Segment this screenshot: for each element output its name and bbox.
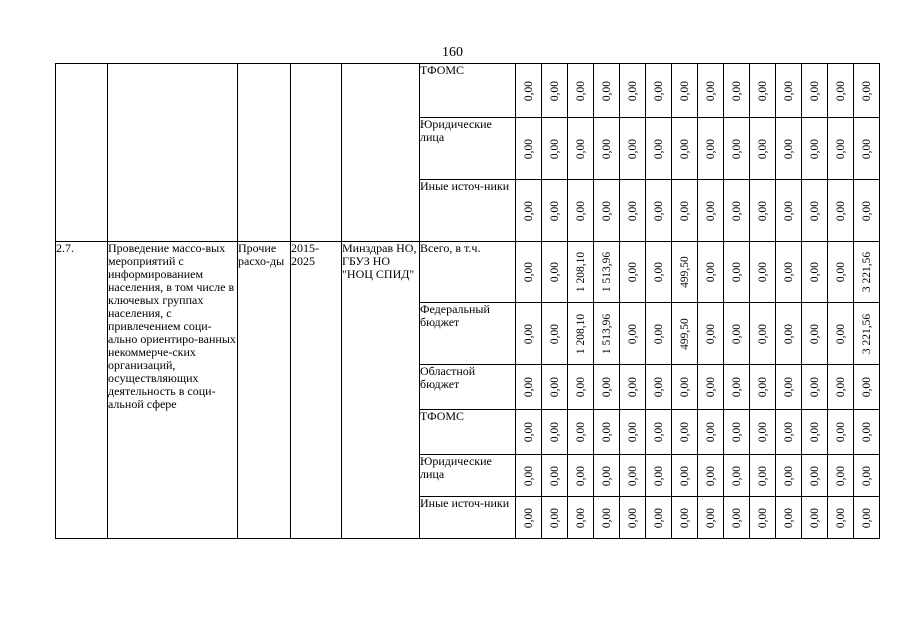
value-cell: [594, 455, 620, 497]
value-text: 0,00: [808, 507, 821, 528]
value-text: 0,00: [548, 261, 561, 283]
value-cell: [698, 118, 724, 180]
value-cell: [620, 365, 646, 410]
description-cell: Проведение массо-вых мероприятий с информированием населения, в том числе в ключевых группах населения, с привлечением соци-ально ориентиро-ванных некоммерче-ских организаций, осуществляющих деятельность в соци-альной сфере: [108, 242, 238, 539]
value-text: 0,00: [678, 421, 691, 443]
value-text: 0,00: [600, 465, 613, 486]
value-cell: [594, 365, 620, 410]
value-text: 1 208,10: [574, 313, 587, 354]
value-cell: [698, 180, 724, 242]
value-text: 0,00: [522, 261, 535, 283]
value-cell: [776, 180, 802, 242]
value-text: 0,00: [548, 80, 561, 101]
value-text: 499,50: [678, 256, 691, 288]
value-cell: [750, 455, 776, 497]
value-cell: [698, 497, 724, 539]
value-cell: [568, 118, 594, 180]
value-cell: [568, 410, 594, 455]
value-text: 0,00: [626, 421, 639, 443]
value-text: 0,00: [522, 376, 535, 398]
value-cell: [646, 242, 672, 303]
value-text: 0,00: [522, 138, 535, 159]
value-text: 0,00: [652, 80, 665, 101]
value-cell: [698, 410, 724, 455]
value-text: 0,00: [730, 421, 743, 443]
value-cell: [776, 303, 802, 365]
value-cell: [516, 455, 542, 497]
value-cell: [620, 455, 646, 497]
description-cell: [108, 64, 238, 242]
value-text: 0,00: [860, 465, 873, 486]
value-cell: [594, 180, 620, 242]
value-text: 0,00: [652, 200, 665, 221]
value-text: 0,00: [522, 465, 535, 486]
value-cell: [646, 64, 672, 118]
value-text: 0,00: [652, 507, 665, 528]
value-cell: [698, 303, 724, 365]
value-cell: [542, 410, 568, 455]
value-text: 0,00: [652, 376, 665, 398]
value-text: 0,00: [860, 138, 873, 159]
value-text: 0,00: [782, 465, 795, 486]
value-cell: [776, 455, 802, 497]
value-text: 0,00: [834, 200, 847, 221]
value-text: 0,00: [756, 421, 769, 443]
value-text: 0,00: [704, 261, 717, 283]
value-cell: [620, 64, 646, 118]
value-cell: [516, 242, 542, 303]
value-text: 0,00: [860, 200, 873, 221]
table-row: [56, 242, 880, 303]
budget-table: [55, 63, 880, 539]
value-cell: [854, 365, 880, 410]
item-number-cell: [56, 64, 108, 242]
value-cell: [802, 455, 828, 497]
value-text: 0,00: [600, 421, 613, 443]
value-text: 0,00: [834, 421, 847, 443]
value-cell: [854, 180, 880, 242]
value-text: 0,00: [704, 200, 717, 221]
value-text: 0,00: [600, 80, 613, 101]
value-cell: [776, 242, 802, 303]
value-text: 0,00: [678, 200, 691, 221]
value-cell: [542, 455, 568, 497]
value-cell: [724, 497, 750, 539]
value-text: 0,00: [782, 421, 795, 443]
value-cell: [620, 497, 646, 539]
funding-source-cell: Федеральный бюджет: [420, 303, 516, 365]
value-text: 0,00: [678, 376, 691, 398]
value-cell: [802, 180, 828, 242]
value-cell: [672, 242, 698, 303]
value-cell: [828, 497, 854, 539]
value-text: 0,00: [756, 200, 769, 221]
value-text: 1 513,96: [600, 251, 613, 293]
value-text: 0,00: [834, 80, 847, 101]
value-cell: [750, 180, 776, 242]
value-cell: [620, 303, 646, 365]
value-text: 0,00: [678, 465, 691, 486]
value-cell: [802, 118, 828, 180]
value-cell: [750, 303, 776, 365]
value-cell: [542, 64, 568, 118]
value-text: 0,00: [652, 465, 665, 486]
value-text: 0,00: [860, 376, 873, 398]
value-text: 0,00: [704, 138, 717, 159]
value-text: 0,00: [730, 323, 743, 344]
value-text: 0,00: [548, 376, 561, 398]
value-cell: [620, 410, 646, 455]
value-text: 3 221,56: [860, 313, 873, 354]
funding-source-cell: Юридические лица: [420, 455, 516, 497]
value-text: 0,00: [574, 80, 587, 101]
funding-source-cell: Областной бюджет: [420, 365, 516, 410]
value-text: 0,00: [626, 507, 639, 528]
funding-source-cell: ТФОМС: [420, 64, 516, 118]
value-text: 0,00: [678, 138, 691, 159]
value-text: 0,00: [600, 138, 613, 159]
value-text: 0,00: [574, 421, 587, 443]
value-text: 0,00: [756, 138, 769, 159]
value-text: 0,00: [522, 421, 535, 443]
value-cell: [594, 303, 620, 365]
value-cell: [854, 455, 880, 497]
value-text: 0,00: [704, 507, 717, 528]
value-text: 0,00: [756, 323, 769, 344]
value-cell: [672, 64, 698, 118]
item-number-cell: 2.7.: [56, 242, 108, 539]
value-text: 0,00: [626, 80, 639, 101]
value-cell: [750, 497, 776, 539]
category-cell: Прочие расхо-ды: [238, 242, 291, 539]
value-text: 0,00: [548, 200, 561, 221]
value-text: 0,00: [860, 80, 873, 101]
value-text: 0,00: [600, 376, 613, 398]
value-text: 0,00: [574, 138, 587, 159]
value-cell: [828, 180, 854, 242]
value-cell: [672, 497, 698, 539]
funding-source-cell: ТФОМС: [420, 410, 516, 455]
value-text: 0,00: [626, 200, 639, 221]
value-cell: [516, 410, 542, 455]
executor-cell: [342, 64, 420, 242]
value-text: 0,00: [548, 421, 561, 443]
value-cell: [542, 497, 568, 539]
value-cell: [698, 455, 724, 497]
value-cell: [828, 242, 854, 303]
value-text: 0,00: [860, 421, 873, 443]
value-text: 0,00: [756, 80, 769, 101]
value-text: 0,00: [730, 376, 743, 398]
value-cell: [854, 497, 880, 539]
value-text: 0,00: [548, 323, 561, 344]
value-cell: [646, 497, 672, 539]
value-cell: [724, 303, 750, 365]
period-cell: 2015-2025: [291, 242, 342, 539]
value-cell: [594, 242, 620, 303]
value-cell: [568, 242, 594, 303]
value-cell: [542, 242, 568, 303]
value-cell: [568, 365, 594, 410]
value-cell: [646, 180, 672, 242]
value-text: 0,00: [782, 376, 795, 398]
value-text: 0,00: [834, 376, 847, 398]
value-text: 0,00: [600, 200, 613, 221]
value-cell: [750, 242, 776, 303]
value-text: 0,00: [574, 465, 587, 486]
value-cell: [828, 365, 854, 410]
value-cell: [854, 303, 880, 365]
value-text: 0,00: [522, 200, 535, 221]
value-text: 0,00: [600, 507, 613, 528]
value-text: 0,00: [652, 261, 665, 283]
value-cell: [698, 64, 724, 118]
value-text: 0,00: [730, 80, 743, 101]
value-text: 0,00: [522, 80, 535, 101]
value-text: 0,00: [808, 376, 821, 398]
value-cell: [828, 118, 854, 180]
value-cell: [568, 64, 594, 118]
value-text: 0,00: [834, 465, 847, 486]
value-text: 0,00: [782, 507, 795, 528]
value-text: 0,00: [574, 376, 587, 398]
value-cell: [594, 410, 620, 455]
value-cell: [568, 497, 594, 539]
funding-source-cell: Всего, в т.ч.: [420, 242, 516, 303]
value-cell: [672, 455, 698, 497]
value-cell: [516, 64, 542, 118]
value-cell: [750, 410, 776, 455]
value-cell: [542, 118, 568, 180]
value-text: 0,00: [808, 80, 821, 101]
value-text: 0,00: [574, 200, 587, 221]
value-text: 0,00: [782, 200, 795, 221]
value-cell: [802, 303, 828, 365]
category-cell: [238, 64, 291, 242]
value-cell: [698, 242, 724, 303]
value-text: 0,00: [730, 465, 743, 486]
value-text: 0,00: [626, 465, 639, 486]
value-text: 0,00: [834, 261, 847, 283]
value-cell: [802, 410, 828, 455]
value-cell: [776, 410, 802, 455]
value-text: 0,00: [860, 507, 873, 528]
value-text: 0,00: [522, 323, 535, 344]
value-text: 0,00: [782, 138, 795, 159]
value-text: 0,00: [834, 507, 847, 528]
value-cell: [828, 64, 854, 118]
value-text: 499,50: [678, 317, 691, 350]
period-cell: [291, 64, 342, 242]
value-cell: [594, 118, 620, 180]
value-cell: [750, 365, 776, 410]
value-cell: [516, 180, 542, 242]
value-cell: [594, 497, 620, 539]
value-text: 0,00: [756, 507, 769, 528]
value-cell: [672, 410, 698, 455]
value-cell: [776, 365, 802, 410]
value-cell: [724, 365, 750, 410]
value-text: 0,00: [730, 200, 743, 221]
value-cell: [698, 365, 724, 410]
value-text: 0,00: [626, 323, 639, 344]
value-cell: [750, 118, 776, 180]
value-cell: [802, 242, 828, 303]
value-text: 0,00: [704, 80, 717, 101]
value-cell: [542, 180, 568, 242]
value-text: 0,00: [678, 507, 691, 528]
value-cell: [724, 455, 750, 497]
value-cell: [568, 455, 594, 497]
value-cell: [802, 64, 828, 118]
value-cell: [724, 118, 750, 180]
value-cell: [776, 118, 802, 180]
value-cell: [646, 303, 672, 365]
value-text: 0,00: [782, 323, 795, 344]
funding-source-cell: Иные источ-ники: [420, 180, 516, 242]
value-cell: [828, 410, 854, 455]
value-cell: [542, 303, 568, 365]
value-cell: [724, 410, 750, 455]
value-cell: [620, 118, 646, 180]
value-cell: [594, 64, 620, 118]
value-text: 0,00: [756, 465, 769, 486]
value-cell: [516, 497, 542, 539]
value-text: 0,00: [808, 465, 821, 486]
value-text: 0,00: [626, 138, 639, 159]
value-text: 0,00: [834, 323, 847, 344]
value-cell: [854, 64, 880, 118]
value-text: 0,00: [834, 138, 847, 159]
value-text: 0,00: [652, 323, 665, 344]
value-cell: [802, 365, 828, 410]
value-cell: [724, 64, 750, 118]
value-text: 0,00: [626, 376, 639, 398]
value-cell: [646, 455, 672, 497]
value-cell: [620, 242, 646, 303]
value-text: 0,00: [704, 421, 717, 443]
value-text: 0,00: [704, 323, 717, 344]
value-cell: [672, 180, 698, 242]
value-cell: [854, 410, 880, 455]
value-cell: [724, 242, 750, 303]
value-text: 0,00: [548, 138, 561, 159]
value-cell: [672, 303, 698, 365]
value-cell: [828, 455, 854, 497]
value-text: 0,00: [704, 376, 717, 398]
value-cell: [854, 242, 880, 303]
value-text: 0,00: [756, 261, 769, 283]
executor-cell: Минздрав НО, ГБУЗ НО "НОЦ СПИД": [342, 242, 420, 539]
value-text: 0,00: [782, 80, 795, 101]
value-text: 0,00: [522, 507, 535, 528]
value-cell: [724, 180, 750, 242]
value-text: 0,00: [808, 138, 821, 159]
value-cell: [620, 180, 646, 242]
value-cell: [646, 410, 672, 455]
value-text: 0,00: [652, 138, 665, 159]
value-cell: [516, 118, 542, 180]
value-text: 0,00: [730, 138, 743, 159]
value-cell: [646, 365, 672, 410]
value-cell: [776, 497, 802, 539]
value-text: 0,00: [704, 465, 717, 486]
value-text: 0,00: [548, 465, 561, 486]
value-cell: [672, 365, 698, 410]
value-cell: [516, 365, 542, 410]
value-text: 1 513,96: [600, 313, 613, 354]
value-cell: [568, 303, 594, 365]
value-cell: [776, 64, 802, 118]
value-cell: [828, 303, 854, 365]
value-text: 0,00: [808, 323, 821, 344]
value-text: 1 208,10: [574, 251, 587, 293]
value-cell: [516, 303, 542, 365]
funding-source-cell: Иные источ-ники: [420, 497, 516, 539]
funding-source-cell: Юридические лица: [420, 118, 516, 180]
value-cell: [542, 365, 568, 410]
value-text: 0,00: [730, 261, 743, 283]
page-number: 160: [442, 45, 463, 60]
value-text: 0,00: [652, 421, 665, 443]
value-text: 0,00: [756, 376, 769, 398]
value-text: 0,00: [808, 421, 821, 443]
value-text: 0,00: [730, 507, 743, 528]
value-text: 3 221,56: [860, 251, 873, 293]
value-cell: [854, 118, 880, 180]
value-cell: [672, 118, 698, 180]
value-cell: [646, 118, 672, 180]
value-text: 0,00: [782, 261, 795, 283]
value-text: 0,00: [808, 200, 821, 221]
value-text: 0,00: [626, 261, 639, 283]
value-text: 0,00: [678, 80, 691, 101]
value-cell: [802, 497, 828, 539]
table-row: [56, 64, 880, 118]
value-text: 0,00: [574, 507, 587, 528]
value-text: 0,00: [808, 261, 821, 283]
value-cell: [750, 64, 776, 118]
value-text: 0,00: [548, 507, 561, 528]
value-cell: [568, 180, 594, 242]
